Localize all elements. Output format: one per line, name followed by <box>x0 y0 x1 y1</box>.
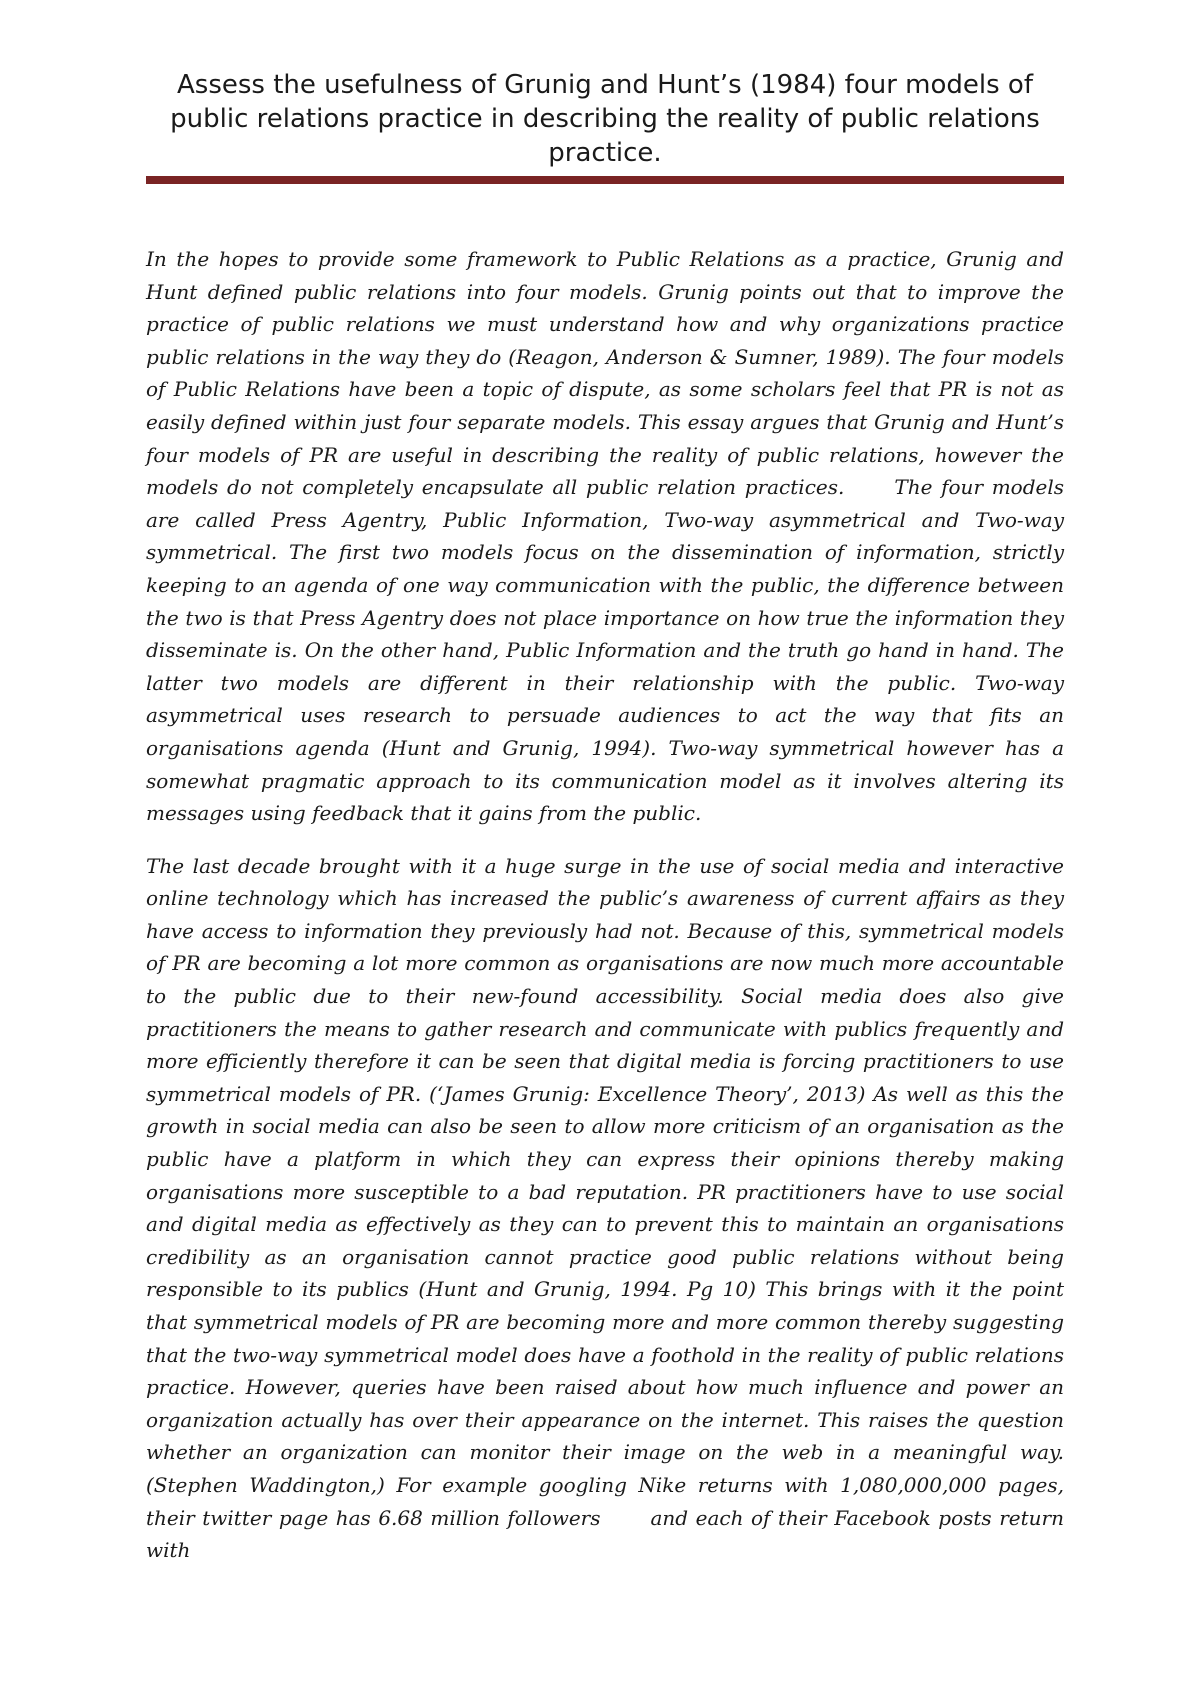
paragraph-1 <box>146 243 1064 830</box>
essay-title: Assess the usefulness of Grunig and Hunt’s (1984) four models of public relations practice in describing the reality of public relations practice. <box>170 70 1040 168</box>
paragraph-2-part-2: and each of their Facebook posts return with <box>146 1505 1064 1563</box>
paragraph-1-part-1: In the hopes to provide some framework to Public Relations as a practice, Grunig and Hunt defined public relations into four models. Grunig points out that to improve the practice of public relations we must understand how and why organizations practice public relations in the way they do (Reagon, Anderson & Sumner, 1989). The four models of Public Relations have been a topic of dispute, as some scholars feel that PR is not as easily defined within just four separate models. This essay argues that Grunig and Hunt’s four models of PR are useful in describing the reality of public relations, however the models do not completely encapsulate all public relation practices. <box>146 247 1064 500</box>
essay-body <box>146 243 1064 1587</box>
title-divider <box>146 176 1064 184</box>
paragraph-2-part-1: The last decade brought with it a huge surge in the use of social media and interactive online technology which has increased the public’s awareness of current affairs as they have access to information they previously had not. Because of this, symmetrical models of PR are becoming a lot more common as organisations are now much more accountable to the public due to their new-found accessibility. Social media does also give practitioners the means to gather research and communicate with publics frequently and more efficiently therefore it can be seen that digital media is forcing practitioners to use symmetrical models of PR. (‘James Grunig: Excellence Theory’, 2013) As well as this the growth in social media can also be seen to allow more criticism of an organisation as the public have a platform in which they can express their opinions thereby making organisations more susceptible to a bad reputation. PR practitioners have to use social and digital media as effectively as they can to prevent this to maintain an organisations credibility as an organisation cannot practice good public relations without being responsible to its publics (Hunt and Grunig, 1994. Pg 10) This brings with it the point that symmetrical models of PR are becoming more and more common thereby suggesting that the two-way symmetrical model does have a foothold in the reality of public relations practice. However, queries have been raised about how much influence and power an organization actually has over their appearance on the internet. This raises the question whether an organization can monitor their image on the web in a meaningful way. (Stephen Waddington,) For example googling Nike returns with 1,080,000,000 pages, their twitter page has 6.68 million followers <box>146 853 1064 1530</box>
paragraph-2 <box>146 850 1064 1567</box>
paragraph-1-part-2: The four models are called Press Agentry, Public Information, Two-way asymmetrical and Two-way symmetrical. The first two models focus on the dissemination of information, strictly keeping to an agenda of one way communication with the public, the difference between the two is that Press Agentry does not place importance on how true the information they disseminate is. On the other hand, Public Information and the truth go hand in hand. The latter two models are different in their relationship with the public. Two-way asymmetrical uses research to persuade audiences to act the way that fits an organisations agenda (Hunt and Grunig, 1994). Two-way symmetrical however has a somewhat pragmatic approach to its communication model as it involves altering its messages using feedback that it gains from the public. <box>146 475 1065 826</box>
